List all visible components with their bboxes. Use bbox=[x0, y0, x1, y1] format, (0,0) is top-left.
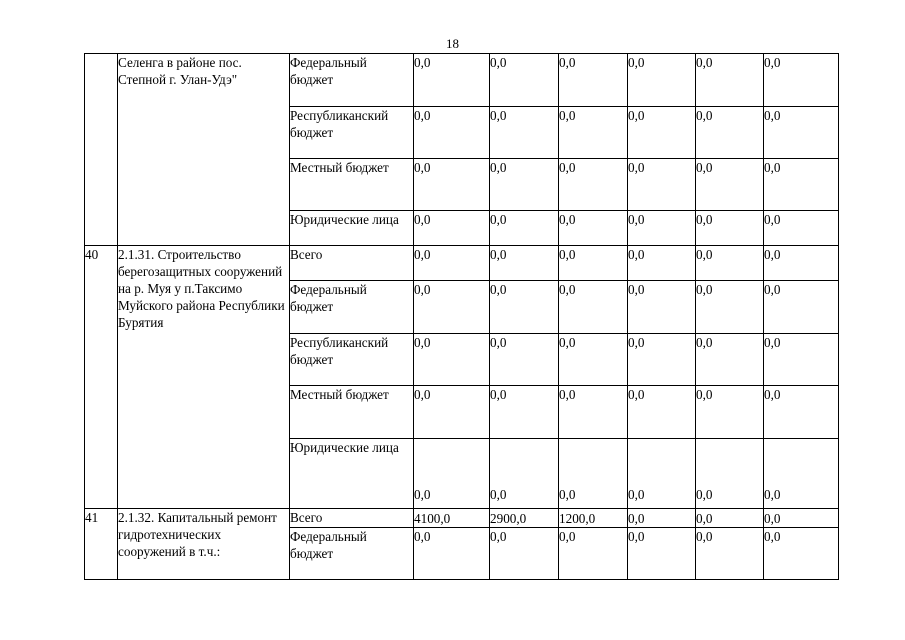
funding-source: Федеральный бюджет bbox=[290, 528, 414, 580]
value-cell: 0,0 bbox=[414, 107, 490, 159]
value-cell: 0,0 bbox=[628, 386, 696, 439]
value-cell: 0,0 bbox=[628, 54, 696, 107]
value-cell: 0,0 bbox=[490, 159, 559, 211]
budget-table bbox=[84, 53, 839, 580]
value-cell: 0,0 bbox=[696, 246, 764, 281]
value-cell: 0,0 bbox=[559, 528, 628, 580]
value-cell: 0,0 bbox=[628, 334, 696, 386]
table-row bbox=[85, 509, 839, 528]
value-cell: 0,0 bbox=[696, 211, 764, 246]
value-cell: 4100,0 bbox=[414, 509, 490, 528]
value-cell: 0,0 bbox=[628, 159, 696, 211]
funding-source: Местный бюджет bbox=[290, 386, 414, 439]
funding-source: Всего bbox=[290, 509, 414, 528]
value-cell: 0,0 bbox=[696, 107, 764, 159]
value-cell: 0,0 bbox=[559, 107, 628, 159]
value-cell: 0,0 bbox=[490, 54, 559, 107]
value-cell: 0,0 bbox=[696, 54, 764, 107]
value-cell: 0,0 bbox=[764, 246, 839, 281]
value-cell: 0,0 bbox=[696, 159, 764, 211]
value-cell: 0,0 bbox=[414, 54, 490, 107]
value-cell: 0,0 bbox=[490, 281, 559, 334]
value-cell: 0,0 bbox=[559, 281, 628, 334]
value-cell: 0,0 bbox=[628, 107, 696, 159]
value-cell: 0,0 bbox=[490, 211, 559, 246]
value-cell: 0,0 bbox=[764, 211, 839, 246]
value-cell: 0,0 bbox=[628, 246, 696, 281]
value-cell: 0,0 bbox=[490, 528, 559, 580]
value-cell: 0,0 bbox=[414, 246, 490, 281]
funding-source: Республиканский бюджет bbox=[290, 107, 414, 159]
activity-name: 2.1.31. Строительство берегозащитных сооружений на р. Муя у п.Таксимо Муйского района Республики Бурятия bbox=[118, 246, 290, 509]
value-cell: 0,0 bbox=[490, 386, 559, 439]
value-cell: 0,0 bbox=[559, 246, 628, 281]
page-number: 18 bbox=[446, 36, 459, 51]
value-cell: 0,0 bbox=[696, 281, 764, 334]
value-cell: 0,0 bbox=[414, 334, 490, 386]
funding-source: Юридические лица bbox=[290, 439, 414, 509]
activity-name: 2.1.32. Капитальный ремонт гидротехнических сооружений в т.ч.: bbox=[118, 509, 290, 580]
value-cell: 0,0 bbox=[628, 281, 696, 334]
value-cell: 0,0 bbox=[628, 211, 696, 246]
value-cell: 0,0 bbox=[490, 334, 559, 386]
row-number: 40 bbox=[85, 246, 118, 509]
activity-name: Селенга в районе пос. Степной г. Улан-Удэ" bbox=[118, 54, 290, 246]
funding-source: Республиканский бюджет bbox=[290, 334, 414, 386]
value-cell: 0,0 bbox=[414, 211, 490, 246]
value-cell: 0,0 bbox=[414, 159, 490, 211]
value-cell: 0,0 bbox=[628, 439, 696, 509]
funding-source: Местный бюджет bbox=[290, 159, 414, 211]
value-cell: 0,0 bbox=[764, 528, 839, 580]
value-cell: 0,0 bbox=[414, 439, 490, 509]
value-cell: 0,0 bbox=[490, 246, 559, 281]
value-cell: 0,0 bbox=[490, 107, 559, 159]
value-cell: 0,0 bbox=[764, 159, 839, 211]
value-cell: 2900,0 bbox=[490, 509, 559, 528]
value-cell: 0,0 bbox=[696, 386, 764, 439]
row-number bbox=[85, 54, 118, 246]
value-cell: 0,0 bbox=[559, 439, 628, 509]
value-cell: 0,0 bbox=[764, 386, 839, 439]
value-cell: 0,0 bbox=[696, 334, 764, 386]
value-cell: 0,0 bbox=[764, 107, 839, 159]
value-cell: 0,0 bbox=[490, 439, 559, 509]
table-row bbox=[85, 246, 839, 281]
value-cell: 0,0 bbox=[414, 281, 490, 334]
funding-source: Федеральный бюджет bbox=[290, 54, 414, 107]
funding-source: Юридические лица bbox=[290, 211, 414, 246]
value-cell: 0,0 bbox=[696, 528, 764, 580]
value-cell: 0,0 bbox=[559, 334, 628, 386]
value-cell: 0,0 bbox=[628, 528, 696, 580]
value-cell: 0,0 bbox=[559, 159, 628, 211]
value-cell: 1200,0 bbox=[559, 509, 628, 528]
value-cell: 0,0 bbox=[764, 54, 839, 107]
value-cell: 0,0 bbox=[414, 386, 490, 439]
value-cell: 0,0 bbox=[764, 439, 839, 509]
value-cell: 0,0 bbox=[764, 334, 839, 386]
funding-source: Федеральный бюджет bbox=[290, 281, 414, 334]
value-cell: 0,0 bbox=[628, 509, 696, 528]
value-cell: 0,0 bbox=[559, 386, 628, 439]
value-cell: 0,0 bbox=[559, 211, 628, 246]
value-cell: 0,0 bbox=[696, 509, 764, 528]
value-cell: 0,0 bbox=[764, 509, 839, 528]
funding-source: Всего bbox=[290, 246, 414, 281]
row-number: 41 bbox=[85, 509, 118, 580]
value-cell: 0,0 bbox=[414, 528, 490, 580]
value-cell: 0,0 bbox=[764, 281, 839, 334]
value-cell: 0,0 bbox=[696, 439, 764, 509]
value-cell: 0,0 bbox=[559, 54, 628, 107]
table-row bbox=[85, 54, 839, 107]
